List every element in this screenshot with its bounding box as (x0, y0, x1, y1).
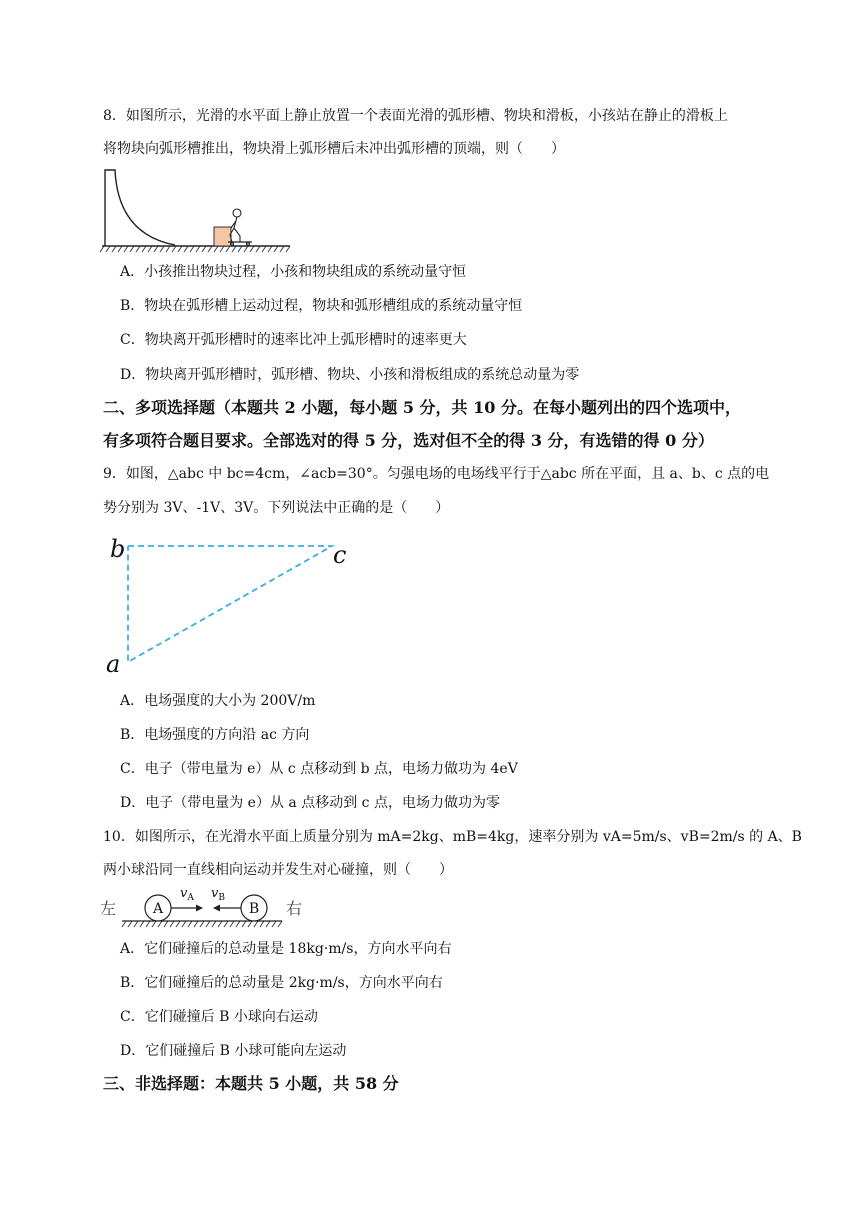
label-b: b (110, 535, 126, 563)
q10-option-c: C．它们碰撞后 B 小球向右运动 (120, 1009, 318, 1025)
arrow-vb-head (213, 905, 220, 912)
label-c: c (333, 541, 347, 569)
q8-figure (100, 168, 300, 253)
q9-option-c: C．电子（带电量为 e）从 c 点移动到 b 点，电场力做功为 4eV (120, 761, 518, 777)
ground-hatch (122, 921, 282, 927)
q10-collision-figure (100, 885, 310, 930)
child-icon (230, 209, 241, 242)
va-label: $v_A$ (180, 886, 194, 903)
q9-option-a: A．电场强度的大小为 200V/m (120, 693, 316, 709)
q8-stem-line1: 8．如图所示，光滑的水平面上静止放置一个表面光滑的弧形槽、物块和滑板，小孩站在静止的滑板上 (103, 108, 728, 124)
ball-a-label: A (152, 901, 164, 917)
q10-option-a: A．它们碰撞后的总动量是 18kg·m/s，方向水平向右 (120, 941, 452, 957)
q9-option-b: B．电场强度的方向沿 ac 方向 (120, 727, 310, 743)
label-left: 左 (100, 899, 117, 918)
q10-stem-line1: 10．如图所示，在光滑水平面上质量分别为 mA=2kg、mB=4kg，速率分别为 vA=5m/s、vB=2m/s 的 A、B (103, 829, 802, 845)
label-right: 右 (286, 899, 303, 918)
arrow-va-head (196, 905, 203, 912)
triangle-abc (128, 546, 332, 662)
q8-stem-line2: 将物块向弧形槽推出，物块滑上弧形槽后未冲出弧形槽的顶端，则（ ） (103, 141, 565, 157)
ground-hatch (100, 246, 290, 252)
vb-label: $v_B$ (211, 886, 225, 903)
q9-stem-line1: 9．如图，△abc 中 bc=4cm，∠acb=30°。匀强电场的电场线平行于△abc 所在平面，且 a、b、c 点的电 (103, 466, 770, 482)
q8-option-a: A．小孩推出物块过程，小孩和物块组成的系统动量守恒 (120, 264, 467, 280)
ball-b-label: B (248, 901, 260, 917)
section3-heading: 三、非选择题：本题共 5 小题，共 58 分 (103, 1074, 399, 1093)
q9-stem-line2: 势分别为 3V、-1V、3V。下列说法中正确的是（ ） (103, 500, 450, 516)
block (214, 227, 231, 246)
q8-option-b: B．物块在弧形槽上运动过程，物块和弧形槽组成的系统动量守恒 (120, 298, 523, 314)
section2-heading-line2: 有多项符合题目要求。全部选对的得 5 分，选对但不全的得 3 分，有选错的得 0 分） (103, 431, 714, 450)
section2-heading-line1: 二、多项选择题（本题共 2 小题，每小题 5 分，共 10 分。在每小题列出的四个选项中， (103, 398, 741, 417)
q10-stem-line2: 两小球沿同一直线相向运动并发生对心碰撞，则（ ） (103, 862, 453, 878)
arc-groove (105, 170, 175, 246)
q10-option-d: D．它们碰撞后 B 小球可能向左运动 (120, 1043, 347, 1059)
q9-option-d: D．电子（带电量为 e）从 a 点移动到 c 点，电场力做功为零 (120, 795, 500, 811)
skateboard (228, 242, 252, 245)
q9-triangle-figure (100, 530, 360, 678)
label-a: a (106, 650, 121, 678)
q8-option-d: D．物块离开弧形槽时，弧形槽、物块、小孩和滑板组成的系统总动量为零 (120, 367, 580, 383)
q8-option-c: C．物块离开弧形槽时的速率比冲上弧形槽时的速率更大 (120, 332, 467, 348)
q10-option-b: B．它们碰撞后的总动量是 2kg·m/s，方向水平向右 (120, 975, 443, 991)
